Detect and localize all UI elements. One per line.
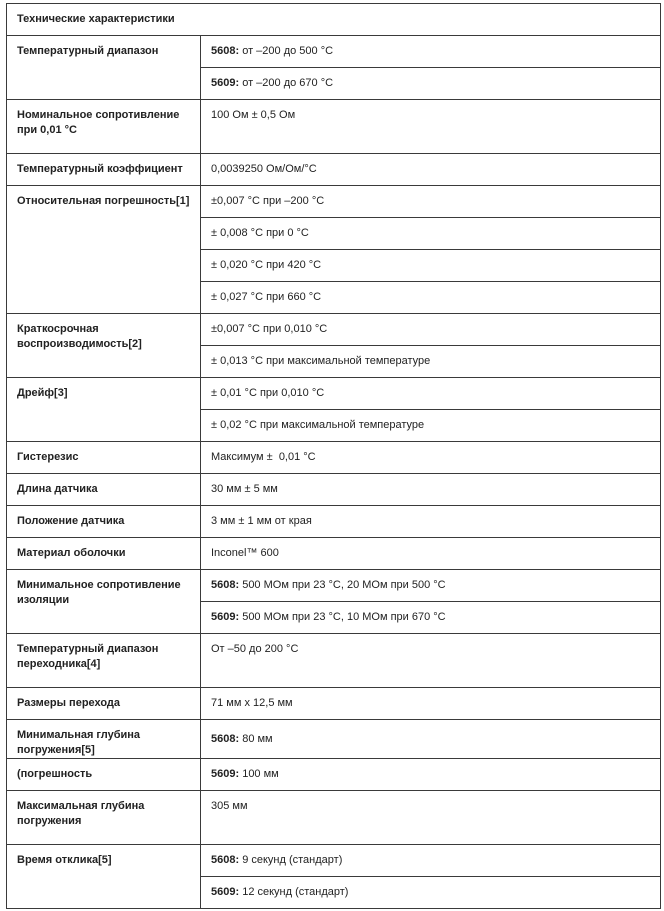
spec-label: Длина датчика [7, 474, 201, 506]
specifications-table-body [7, 4, 661, 909]
spec-value-text: от –200 до 670 °C [239, 77, 334, 89]
spec-label: Относительная погрешность[1] [7, 186, 201, 314]
spec-label: Положение датчика [7, 506, 201, 538]
model-code: 5609: [211, 768, 240, 780]
spec-value [201, 442, 661, 474]
spec-value-text: 3 мм ± 1 мм от края [211, 515, 312, 527]
spec-row [7, 759, 661, 791]
spec-value-text: 305 мм [211, 800, 248, 812]
spec-value-text: 100 Ом ± 0,5 Ом [211, 109, 296, 121]
spec-value [201, 218, 661, 250]
spec-row [7, 688, 661, 720]
spec-value [201, 759, 661, 791]
spec-value-text: 500 МОм при 23 °C, 20 МОм при 500 °C [239, 579, 446, 591]
spec-row [7, 474, 661, 506]
spec-value-text: Inconel™ 600 [211, 547, 279, 559]
spec-value [201, 791, 661, 845]
spec-value-text: ±0,007 °C при –200 °C [211, 195, 325, 207]
spec-label: Максимальная глубина погружения [7, 791, 201, 845]
model-code: 5609: [211, 611, 240, 623]
spec-value-text: от –200 до 500 °C [239, 45, 334, 57]
spec-value [201, 36, 661, 68]
spec-row [7, 506, 661, 538]
spec-value-text: 71 мм x 12,5 мм [211, 697, 293, 709]
model-code: 5608: [211, 854, 240, 866]
spec-value [201, 720, 661, 759]
spec-label: Краткосрочная воспроизводимость[2] [7, 314, 201, 378]
spec-value [201, 506, 661, 538]
spec-label: Температурный диапазон [7, 36, 201, 100]
spec-value-text: ±0,007 °C при 0,010 °C [211, 323, 328, 335]
model-code: 5609: [211, 77, 240, 89]
spec-value [201, 314, 661, 346]
spec-value [201, 634, 661, 688]
spec-value [201, 410, 661, 442]
spec-row [7, 186, 661, 218]
spec-row [7, 720, 661, 759]
model-code: 5609: [211, 886, 240, 898]
spec-row [7, 634, 661, 688]
spec-value [201, 282, 661, 314]
spec-label: Материал оболочки [7, 538, 201, 570]
spec-value-text: ± 0,020 °C при 420 °C [211, 259, 322, 271]
model-code: 5608: [211, 45, 240, 57]
spec-row [7, 570, 661, 602]
spec-label: Минимальная глубина погружения[5] [7, 720, 201, 759]
spec-label: Температурный коэффициент [7, 154, 201, 186]
spec-row [7, 791, 661, 845]
spec-value-text: 30 мм ± 5 мм [211, 483, 278, 495]
spec-value [201, 100, 661, 154]
model-code: 5608: [211, 732, 240, 745]
spec-value-text: 0,0039250 Ом/Ом/°C [211, 163, 317, 175]
spec-value-text: ± 0,013 °C при максимальной температуре [211, 355, 431, 367]
spec-label: Размеры перехода [7, 688, 201, 720]
spec-value-text: 100 мм [239, 768, 279, 780]
spec-value [201, 570, 661, 602]
spec-value-text: 12 секунд (стандарт) [239, 886, 349, 898]
spec-label: Гистерезис [7, 442, 201, 474]
spec-value-text: ± 0,027 °C при 660 °C [211, 291, 322, 303]
spec-value-text: 9 секунд (стандарт) [239, 854, 343, 866]
spec-value-text: 500 МОм при 23 °C, 10 МОм при 670 °C [239, 611, 446, 623]
spec-row [7, 36, 661, 68]
spec-row [7, 378, 661, 410]
spec-value [201, 68, 661, 100]
spec-row [7, 538, 661, 570]
spec-value-text: ± 0,02 °C при максимальной температуре [211, 419, 425, 431]
spec-value [201, 877, 661, 909]
spec-label: Время отклика[5] [7, 845, 201, 909]
spec-label: Номинальное сопротивление при 0,01 °C [7, 100, 201, 154]
spec-row [7, 154, 661, 186]
spec-value [201, 154, 661, 186]
spec-value [201, 250, 661, 282]
spec-value-text: Максимум ± 0,01 °C [211, 451, 316, 463]
spec-label: Температурный диапазон переходника[4] [7, 634, 201, 688]
spec-value [201, 538, 661, 570]
spec-value [201, 845, 661, 877]
spec-label: Минимальное сопротивление изоляции [7, 570, 201, 634]
spec-value [201, 186, 661, 218]
spec-row [7, 442, 661, 474]
spec-label: (погрешность [7, 759, 201, 791]
spec-row [7, 314, 661, 346]
spec-value-text: 80 мм [239, 732, 273, 745]
table-header-row [7, 4, 661, 36]
spec-value [201, 602, 661, 634]
spec-value [201, 346, 661, 378]
specifications-table [6, 3, 661, 909]
spec-label: Дрейф[3] [7, 378, 201, 442]
spec-row [7, 845, 661, 877]
spec-value-text: От –50 до 200 °C [211, 643, 299, 655]
model-code: 5608: [211, 579, 240, 591]
spec-row [7, 100, 661, 154]
spec-value [201, 474, 661, 506]
spec-value-text: ± 0,008 °C при 0 °C [211, 227, 309, 239]
spec-value [201, 688, 661, 720]
table-title: Технические характеристики [7, 4, 661, 36]
spec-value-text: ± 0,01 °C при 0,010 °C [211, 387, 325, 399]
spec-value [201, 378, 661, 410]
